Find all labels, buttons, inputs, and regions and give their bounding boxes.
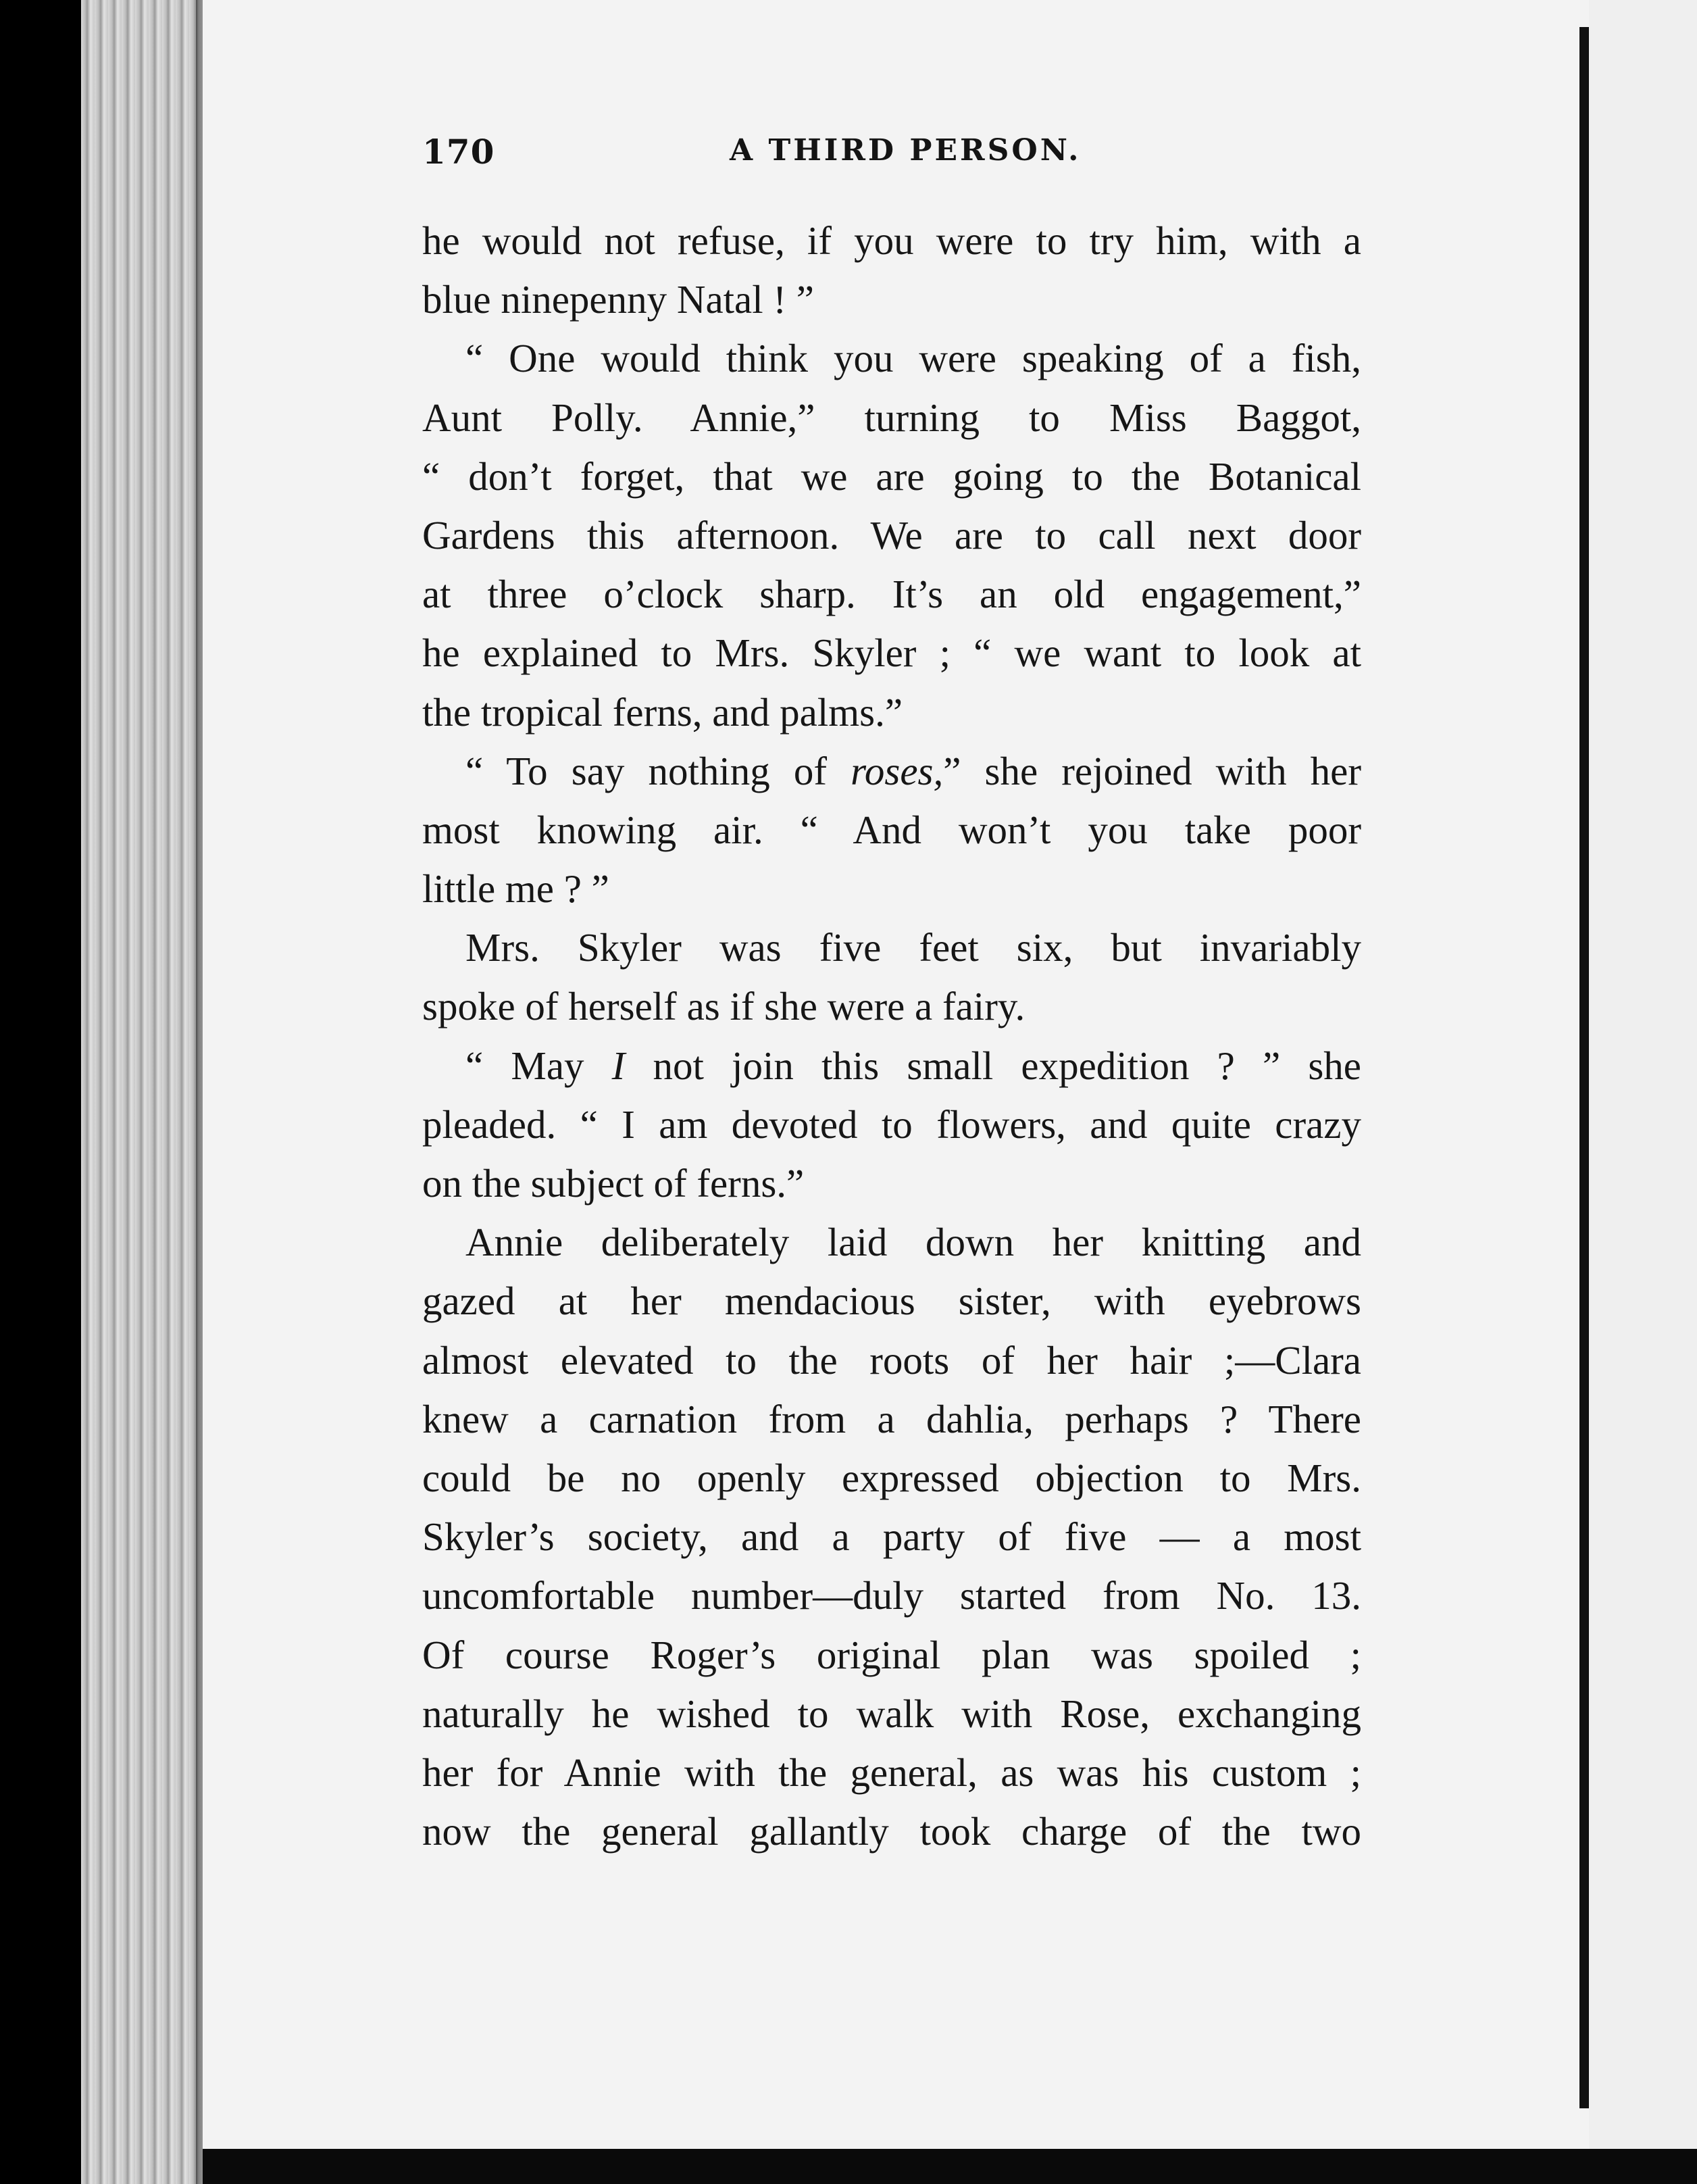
text-line: Of course Roger’s original plan was spoiled ; bbox=[422, 1632, 1361, 1677]
text-line: “ To say nothing of roses,” she rejoined with her bbox=[465, 748, 1361, 793]
text-line: he would not refuse, if you were to try him, with a bbox=[422, 218, 1361, 263]
body-text bbox=[422, 212, 1361, 1861]
facing-page-edge bbox=[1589, 0, 1697, 2184]
text-line: her for Annie with the general, as was his custom ; bbox=[422, 1749, 1361, 1795]
text-line: blue ninepenny Natal ! ” bbox=[422, 277, 814, 322]
text-line: Annie deliberately laid down her knitting and bbox=[465, 1220, 1361, 1265]
italic-word: roses, bbox=[851, 748, 944, 793]
text-line: on the subject of ferns.” bbox=[422, 1161, 805, 1206]
text-line: Gardens this afternoon. We are to call next door bbox=[422, 512, 1361, 557]
running-title: A THIRD PERSON. bbox=[730, 133, 1082, 168]
text-line: he explained to Mrs. Skyler ; “ we want to look at bbox=[422, 630, 1361, 676]
text-line: Skyler’s society, and a party of five — a most bbox=[422, 1514, 1361, 1560]
text-line: “ One would think you were speaking of a fish, bbox=[465, 336, 1361, 381]
text-line: pleaded. “ I am devoted to flowers, and quite crazy bbox=[422, 1101, 1361, 1147]
binding-gutter-line bbox=[1579, 27, 1589, 2108]
italic-word: I bbox=[611, 1043, 626, 1088]
text-line: most knowing air. “ And won’t you take poor bbox=[422, 807, 1361, 852]
text-line: now the general gallantly took charge of the two bbox=[422, 1809, 1361, 1854]
text-line: little me ? ” bbox=[422, 866, 609, 912]
text-line: almost elevated to the roots of her hair ;—Clara bbox=[422, 1337, 1361, 1383]
scan-bottom-border bbox=[203, 2149, 1697, 2184]
text-line: uncomfortable number—duly started from No. 13. bbox=[422, 1573, 1361, 1618]
text-line: could be no openly expressed objection to Mrs. bbox=[422, 1455, 1361, 1500]
text-line: gazed at her mendacious sister, with eyebrows bbox=[422, 1279, 1361, 1324]
text-line: Mrs. Skyler was five feet six, but invariably bbox=[465, 925, 1361, 970]
text-line: spoke of herself as if she were a fairy. bbox=[422, 984, 1025, 1029]
text-line: at three o’clock sharp. It’s an old engagement,” bbox=[422, 572, 1361, 617]
text-line: the tropical ferns, and palms.” bbox=[422, 689, 903, 735]
page-edge-stack bbox=[81, 0, 209, 2184]
text-line: “ don’t forget, that we are going to the Botanical bbox=[422, 453, 1361, 499]
page-number: 170 bbox=[422, 132, 495, 172]
text-line: “ May I not join this small expedition ? ” she bbox=[465, 1043, 1361, 1088]
running-header bbox=[422, 132, 1361, 186]
text-line: knew a carnation from a dahlia, perhaps ? There bbox=[422, 1396, 1361, 1441]
text-line: naturally he wished to walk with Rose, exchanging bbox=[422, 1691, 1361, 1736]
text-line: Aunt Polly. Annie,” turning to Miss Baggot, bbox=[422, 395, 1361, 440]
